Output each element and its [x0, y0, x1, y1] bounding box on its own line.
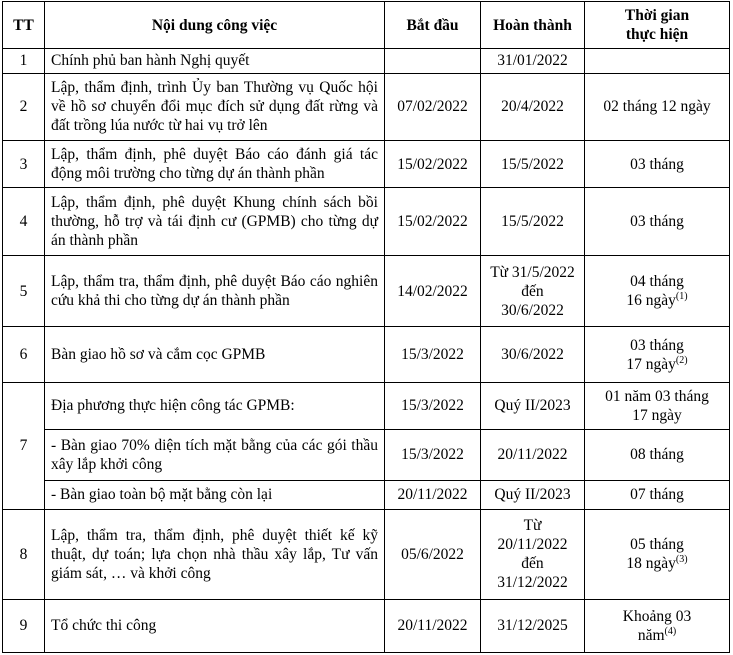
cell-duration-line: 17 ngày [632, 406, 682, 424]
cell-tt: 2 [3, 73, 45, 141]
table-row [3, 480, 730, 509]
table-row [3, 599, 730, 652]
cell-end: 31/01/2022 [481, 49, 585, 74]
cell-duration-line: 01 năm 03 tháng [605, 387, 709, 405]
cell-duration [585, 255, 730, 327]
cell-start: 05/6/2022 [385, 509, 481, 599]
cell-duration-line: 16 ngày [626, 292, 676, 310]
cell-end: 31/12/2025 [481, 599, 585, 652]
cell-tt: 4 [3, 188, 45, 256]
cell-start: 20/11/2022 [385, 599, 481, 652]
cell-duration-line: 17 ngày [626, 355, 676, 373]
cell-tt: 8 [3, 509, 45, 599]
cell-start [385, 49, 481, 74]
cell-start: 15/02/2022 [385, 141, 481, 188]
cell-content: Bàn giao hồ sơ và cắm cọc GPMB [45, 327, 385, 382]
header-duration-line1: Thời gian [624, 7, 690, 25]
header-content: Nội dung công việc [45, 2, 385, 49]
cell-end-line: 30/6/2022 [501, 301, 564, 319]
header-duration-line2: thực hiện [625, 26, 689, 44]
table-row [3, 382, 730, 429]
footnote-marker: (4) [664, 625, 677, 637]
cell-content: Địa phương thực hiện công tác GPMB: [45, 382, 385, 429]
footnote-marker: (1) [675, 290, 688, 302]
table-row [3, 509, 730, 599]
cell-end-line: Từ 31/5/2022 [490, 263, 575, 281]
cell-content: Lập, thẩm định, phê duyệt Báo cáo đánh giá tác động môi trường cho từng dự án thành phần [45, 141, 385, 188]
header-duration [585, 2, 730, 49]
cell-end-line: đến [521, 282, 544, 300]
cell-end [481, 255, 585, 327]
cell-content: - Bàn giao 70% diện tích mặt bằng của các gói thầu xây lắp khởi công [45, 429, 385, 480]
table-row [3, 141, 730, 188]
cell-duration-line: 18 ngày [626, 555, 676, 573]
cell-content: Lập, thẩm định, phê duyệt Khung chính sách bồi thường, hỗ trợ và tái định cư (GPMB) cho từng dự án thành phần [45, 188, 385, 256]
cell-tt: 1 [3, 49, 45, 74]
table-row [3, 429, 730, 480]
cell-end: Quý II/2023 [481, 382, 585, 429]
cell-tt: 7 [3, 382, 45, 509]
table-row [3, 49, 730, 74]
cell-tt: 9 [3, 599, 45, 652]
cell-start: 15/02/2022 [385, 188, 481, 256]
cell-end-line: 31/12/2022 [497, 574, 568, 592]
footnote-marker: (2) [675, 354, 688, 366]
cell-start: 15/3/2022 [385, 327, 481, 382]
cell-duration-line: 04 tháng [630, 273, 684, 291]
cell-duration-line: 05 tháng [630, 536, 684, 554]
cell-end-line: Từ [523, 517, 542, 535]
cell-duration [585, 49, 730, 74]
cell-start: 20/11/2022 [385, 480, 481, 509]
cell-duration [585, 509, 730, 599]
cell-start: 15/3/2022 [385, 429, 481, 480]
cell-duration-line: Khoảng 03 [622, 607, 692, 625]
cell-end: Quý II/2023 [481, 480, 585, 509]
cell-content: Lập, thẩm tra, thẩm định, phê duyệt Báo cáo nghiên cứu khả thi cho từng dự án thành phần [45, 255, 385, 327]
cell-duration: 02 tháng 12 ngày [585, 73, 730, 141]
cell-start: 15/3/2022 [385, 382, 481, 429]
cell-duration: 07 tháng [585, 480, 730, 509]
cell-content: - Bàn giao toàn bộ mặt bằng còn lại [45, 480, 385, 509]
cell-duration-line: 03 tháng [630, 336, 684, 354]
cell-tt: 3 [3, 141, 45, 188]
cell-start: 07/02/2022 [385, 73, 481, 141]
cell-tt: 6 [3, 327, 45, 382]
header-tt: TT [3, 2, 45, 49]
cell-duration: 08 tháng [585, 429, 730, 480]
cell-end: 15/5/2022 [481, 141, 585, 188]
cell-content: Tổ chức thi công [45, 599, 385, 652]
header-end: Hoàn thành [481, 2, 585, 49]
cell-duration-line: năm [637, 626, 665, 644]
cell-duration [585, 327, 730, 382]
cell-content: Lập, thẩm định, trình Ủy ban Thường vụ Quốc hội về hồ sơ chuyển đổi mục đích sử dụng đất rừng và đất trồng lúa nước từ hai vụ trở lên [45, 73, 385, 141]
cell-end: 30/6/2022 [481, 327, 585, 382]
header-start: Bắt đầu [385, 2, 481, 49]
cell-end: 15/5/2022 [481, 188, 585, 256]
cell-tt: 5 [3, 255, 45, 327]
cell-start: 14/02/2022 [385, 255, 481, 327]
cell-end: 20/4/2022 [481, 73, 585, 141]
cell-end-line: 20/11/2022 [497, 536, 568, 554]
table-row [3, 327, 730, 382]
cell-duration [585, 599, 730, 652]
cell-end: 20/11/2022 [481, 429, 585, 480]
table-row [3, 188, 730, 256]
cell-duration: 03 tháng [585, 188, 730, 256]
table-row [3, 73, 730, 141]
table-row [3, 255, 730, 327]
cell-duration [585, 382, 730, 429]
cell-end [481, 509, 585, 599]
cell-duration: 03 tháng [585, 141, 730, 188]
footnote-marker: (3) [675, 554, 688, 565]
schedule-table [2, 1, 730, 653]
cell-content: Chính phủ ban hành Nghị quyết [45, 49, 385, 74]
cell-content: Lập, thẩm tra, thẩm định, phê duyệt thiết kế kỹ thuật, dự toán; lựa chọn nhà thầu xây lắp, Tư vấn giám sát, … và khởi công [45, 509, 385, 599]
cell-end-line: đến [521, 555, 544, 573]
header-row [3, 2, 730, 49]
